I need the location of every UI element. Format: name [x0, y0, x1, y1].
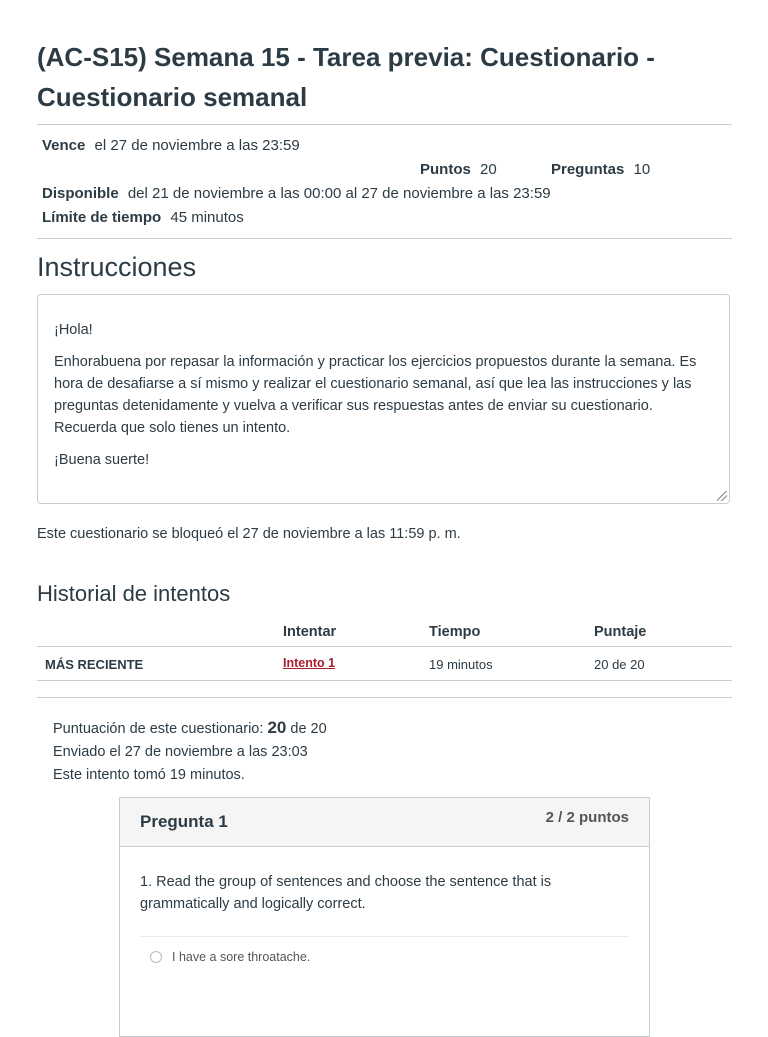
- locked-notice: Este cuestionario se bloqueó el 27 de noviembre a las 11:59 p. m.: [37, 526, 461, 542]
- instructions-heading: Instrucciones: [37, 252, 197, 282]
- resize-handle-icon[interactable]: [717, 491, 727, 501]
- points-row: [420, 161, 497, 178]
- attempt-cell: [283, 655, 335, 670]
- question-card: [119, 797, 650, 1037]
- instructions-closing: ¡Buena suerte!: [54, 452, 150, 468]
- timelimit-value: 45 minutos: [170, 209, 244, 226]
- answer-text: I have a sore throatache.: [172, 950, 311, 964]
- available-value: del 21 de noviembre a las 00:00 al 27 de noviembre a las 23:59: [127, 185, 551, 202]
- points-label: Puntos: [420, 161, 471, 178]
- row-score: 20 de 20: [594, 657, 645, 672]
- question-header: [120, 798, 649, 847]
- answer-option: [150, 950, 310, 964]
- timelimit-row: [42, 209, 244, 226]
- attempt-1-link[interactable]: Intento 1: [283, 656, 336, 670]
- available-row: [42, 185, 551, 202]
- table-row: [37, 647, 732, 681]
- due-row: [42, 137, 300, 154]
- duration-line: Este intento tomó 19 minutos.: [53, 767, 245, 783]
- timelimit-label: Límite de tiempo: [42, 209, 162, 226]
- attempt-history-table: [37, 616, 732, 681]
- available-label: Disponible: [42, 185, 119, 202]
- row-label: MÁS RECIENTE: [45, 657, 144, 672]
- quiz-details: [37, 125, 732, 238]
- submitted-line: Enviado el 27 de noviembre a las 23:03: [53, 744, 308, 760]
- instructions-greeting: ¡Hola!: [54, 322, 93, 338]
- instructions-body: Enhorabuena por repasar la información y practicar los ejercicios propuestos durante la semana. Es hora de desafiarse a sí mismo y realizar el cuestionario semanal, así que lea las instrucciones y las preguntas detenidamente y vuelva a verificar sus respuestas antes de enviar su cuestionario. Recuerda que solo tienes un intento.: [54, 354, 697, 436]
- question-divider: [140, 936, 629, 937]
- question-body: [120, 847, 649, 915]
- due-value: el 27 de noviembre a las 23:59: [94, 137, 300, 154]
- column-attempt: Intentar: [283, 624, 337, 640]
- score-value: 20: [267, 718, 287, 737]
- score-prefix: Puntuación de este cuestionario:: [53, 721, 264, 737]
- column-score: Puntaje: [594, 624, 647, 640]
- questions-label: Preguntas: [551, 161, 625, 178]
- summary-divider: [37, 697, 732, 698]
- table-header: [37, 616, 732, 647]
- points-value: 20: [480, 161, 497, 178]
- row-time: 19 minutos: [429, 657, 493, 672]
- quiz-page: [37, 0, 732, 964]
- column-time: Tiempo: [429, 624, 481, 640]
- due-label: Vence: [42, 137, 86, 154]
- question-points: 2 / 2 puntos: [545, 809, 629, 826]
- radio-icon: [150, 951, 162, 963]
- question-title: Pregunta 1: [140, 812, 228, 831]
- questions-row: [551, 161, 650, 178]
- questions-value: 10: [633, 161, 651, 178]
- attempt-history-heading: Historial de intentos: [37, 581, 231, 606]
- attempt-summary: [53, 716, 327, 787]
- score-line: [53, 716, 327, 741]
- page-title: (AC-S15) Semana 15 - Tarea previa: Cuestionario - Cuestionario semanal: [37, 42, 655, 112]
- score-suffix: de 20: [290, 721, 327, 737]
- question-text: 1. Read the group of sentences and choose the sentence that is grammatically and logically correct.: [140, 874, 552, 912]
- details-divider: [37, 238, 732, 239]
- instructions-box[interactable]: [37, 294, 730, 504]
